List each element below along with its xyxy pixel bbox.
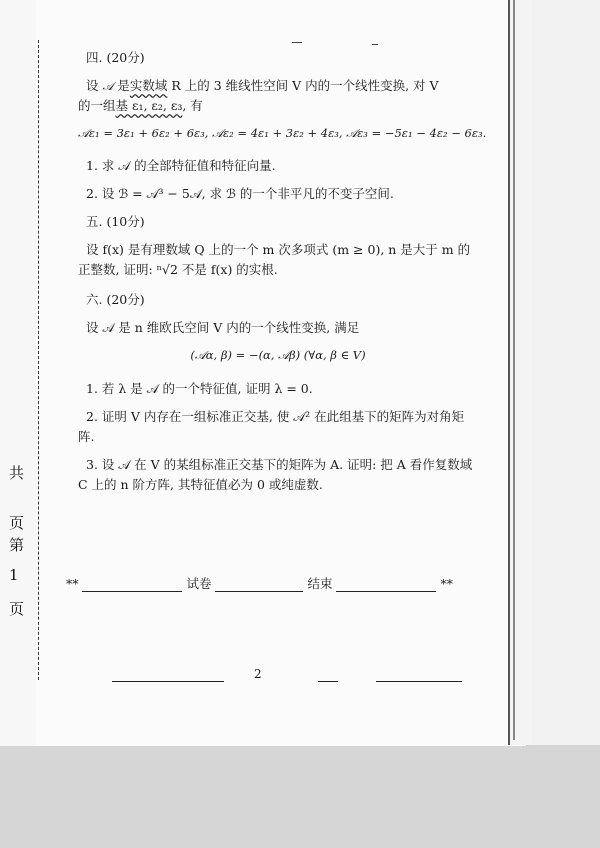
section-6-heading: 六. (20分) [86, 292, 145, 308]
scan-mark [372, 44, 378, 45]
section-6-question-3: 3. 设 𝒜 在 V 的某组标准正交基下的矩阵为 A. 证明: 把 A 看作复数域 C 上的 n 阶方阵, 其特征值必为 0 或纯虚数. [78, 456, 473, 492]
section-5-heading: 五. (10分) [86, 214, 145, 230]
exam-end-line [66, 574, 466, 592]
footer-lead-stars: ** [66, 576, 79, 591]
section-6-intro: 设 𝒜 是 n 维欧氏空间 V 内的一个线性变换, 满足 [86, 320, 360, 336]
scan-background [0, 745, 600, 848]
section-6-equation: (𝒜α, β) = −(α, 𝒜β) (∀α, β ∈ V) [190, 348, 366, 363]
right-page-edge [508, 0, 532, 745]
bottom-rule-right [376, 681, 462, 682]
section-4-equation: 𝒜ε₁ = 3ε₁ + 6ε₂ + 6ε₃, 𝒜ε₂ = 4ε₁ + 3ε₂ + 4ε₃, 𝒜ε₃ = −5ε₁ − 4ε₂ − 6ε₃. [78, 126, 487, 140]
footer-word-end: 结束 [307, 576, 333, 591]
side-label-count: 1 [9, 566, 19, 584]
side-label-page: 页 [9, 514, 25, 532]
footer-tail-stars: ** [440, 576, 453, 591]
exam-content [78, 48, 487, 503]
section-4-intro: 设 𝒜 是实数域 R 上的 3 维线性空间 V 内的一个线性变换, 对 V 的一组基 ε₁, ε₂, ε₃, 有 [78, 78, 439, 113]
side-label-page2: 页 [9, 600, 25, 618]
section-4-heading: 四. (20分) [86, 50, 145, 65]
left-margin [0, 0, 36, 746]
bottom-rule-left [112, 681, 224, 682]
binding-dashed-line [38, 40, 39, 680]
section-6-question-1: 1. 若 λ 是 𝒜 的一个特征值, 证明 λ = 0. [86, 380, 313, 396]
scan-mark [292, 42, 302, 43]
side-label-number: 第 [9, 536, 25, 554]
footer-blank-3 [336, 579, 436, 592]
footer-blank-2 [215, 579, 303, 592]
side-label-total: 共 [9, 464, 25, 482]
section-4-question-1: 1. 求 𝒜 的全部特征值和特征向量. [86, 158, 276, 174]
field-underlined: 实数域 [129, 78, 168, 93]
right-page-edge-line [513, 0, 515, 740]
section-6-question-2: 2. 证明 V 内存在一组标准正交基, 使 𝒜² 在此组基下的矩阵为对角矩阵. [78, 408, 465, 444]
basis-underlined: 基 ε₁, ε₂, ε₃ [115, 98, 183, 113]
footer-blank-1 [82, 579, 182, 592]
section-5-text: 设 f(x) 是有理数域 Q 上的一个 m 次多项式 (m ≥ 0), n 是大于 m 的正整数, 证明: ⁿ√2 不是 f(x) 的实根. [78, 242, 471, 278]
section-4-question-2: 2. 设 ℬ = 𝒜³ − 5𝒜, 求 ℬ 的一个非平凡的不变子空间. [86, 186, 394, 202]
footer-word-exam: 试卷 [186, 576, 212, 591]
bottom-rule-mid [318, 681, 338, 682]
page-number: 2 [254, 667, 262, 681]
